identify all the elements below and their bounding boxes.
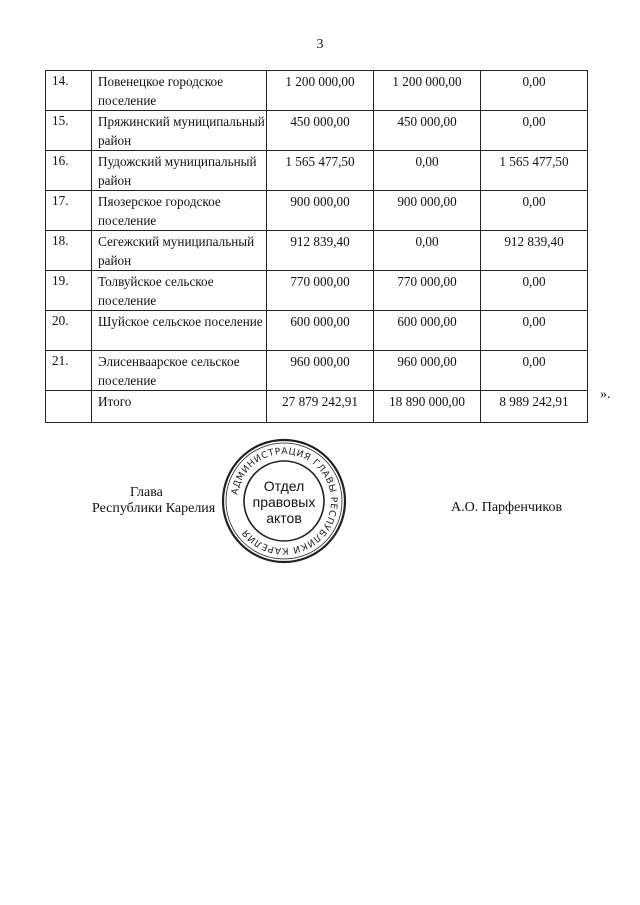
stamp-ring-text: АДМИНИСТРАЦИЯ ГЛАВЫ РЕСПУБЛИКИ КАРЕЛИЯ [229, 445, 340, 557]
amount-col2: 450 000,00 [374, 111, 481, 151]
amount-total: 912 839,40 [267, 231, 374, 271]
table-row [46, 111, 588, 151]
amount-col3: 0,00 [481, 191, 588, 231]
amount-col2: 770 000,00 [374, 271, 481, 311]
amount-col3: 0,00 [481, 111, 588, 151]
municipality-name: Шуйское сельское поселение [92, 311, 267, 351]
table-row [46, 271, 588, 311]
municipality-name: Повенецкое городское поселение [92, 71, 267, 111]
signature-name: А.О. Парфенчиков [451, 500, 563, 515]
row-number: 15. [46, 111, 92, 151]
row-number: 19. [46, 271, 92, 311]
amount-col3: 8 989 242,91 [481, 391, 588, 423]
amount-col2: 0,00 [374, 151, 481, 191]
closing-quote: ». [600, 387, 611, 402]
amount-total: 600 000,00 [267, 311, 374, 351]
total-row [46, 391, 588, 423]
stamp-center-line1: Отдел [263, 478, 305, 494]
amount-col2: 0,00 [374, 231, 481, 271]
amount-col3: 0,00 [481, 271, 588, 311]
municipality-name: Пудожский муниципальный район [92, 151, 267, 191]
row-number: 16. [46, 151, 92, 191]
table-row [46, 311, 588, 351]
municipality-name: Пяозерское городское поселение [92, 191, 267, 231]
amount-total: 1 565 477,50 [267, 151, 374, 191]
budget-table [45, 70, 588, 423]
table-row [46, 351, 588, 391]
row-number: 18. [46, 231, 92, 271]
amount-col2: 600 000,00 [374, 311, 481, 351]
amount-col2: 18 890 000,00 [374, 391, 481, 423]
amount-col2: 900 000,00 [374, 191, 481, 231]
municipality-name: Сегежский муниципальный район [92, 231, 267, 271]
amount-col2: 1 200 000,00 [374, 71, 481, 111]
municipality-name: Толвуйское сельское поселение [92, 271, 267, 311]
amount-total: 900 000,00 [267, 191, 374, 231]
table-row [46, 231, 588, 271]
amount-col3: 0,00 [481, 351, 588, 391]
stamp-center-line2: правовых [252, 494, 316, 510]
amount-total: 770 000,00 [267, 271, 374, 311]
municipality-name: Пряжинский муниципальный район [92, 111, 267, 151]
row-number: 20. [46, 311, 92, 351]
amount-col3: 1 565 477,50 [481, 151, 588, 191]
municipality-name: Элисенваарское сельское поселение [92, 351, 267, 391]
row-number: 17. [46, 191, 92, 231]
amount-col3: 912 839,40 [481, 231, 588, 271]
table-row [46, 191, 588, 231]
amount-total: 450 000,00 [267, 111, 374, 151]
page-number: 3 [316, 37, 324, 52]
stamp-center-line3: актов [266, 510, 302, 526]
row-number: 14. [46, 71, 92, 111]
amount-col3: 0,00 [481, 71, 588, 111]
official-stamp [220, 437, 348, 565]
signature-title-line2: Республики Карелия [92, 501, 216, 516]
signature-title-line1: Глава [130, 485, 163, 500]
municipality-name: Итого [92, 391, 267, 423]
row-number: 21. [46, 351, 92, 391]
row-number [46, 391, 92, 423]
amount-total: 27 879 242,91 [267, 391, 374, 423]
amount-total: 960 000,00 [267, 351, 374, 391]
table-row [46, 71, 588, 111]
table-row [46, 151, 588, 191]
amount-col3: 0,00 [481, 311, 588, 351]
amount-total: 1 200 000,00 [267, 71, 374, 111]
amount-col2: 960 000,00 [374, 351, 481, 391]
